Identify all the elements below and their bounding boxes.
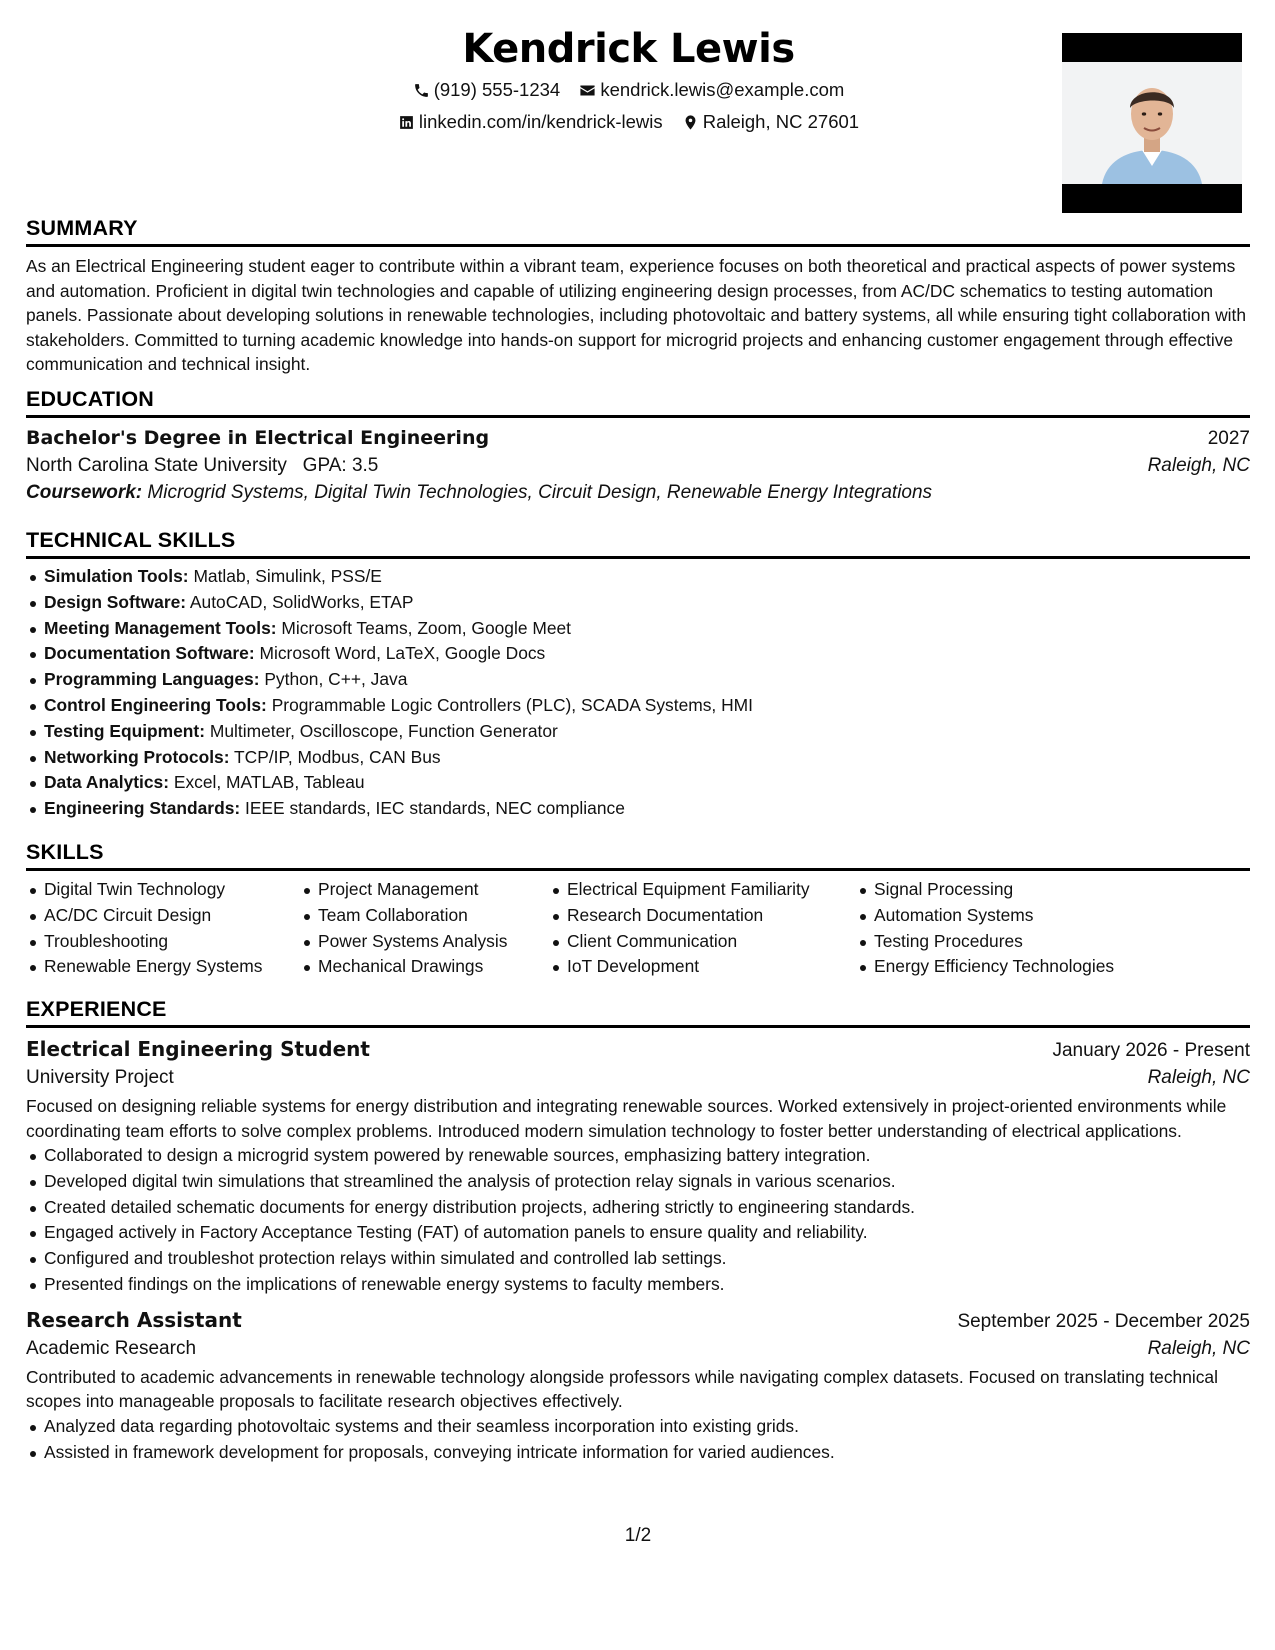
contact-line-1 [26, 79, 1231, 104]
technical-skills-section [26, 528, 1250, 822]
skills-section [26, 840, 1250, 980]
skills-column-2 [300, 877, 549, 980]
job-1-dates: January 2026 - Present [1052, 1040, 1250, 1061]
tech-skill-item: Meeting Management Tools: Microsoft Teams, Zoom, Google Meet [26, 616, 1250, 642]
skill-item: Renewable Energy Systems [26, 954, 300, 980]
tech-skill-item: Design Software: AutoCAD, SolidWorks, ETAP [26, 590, 1250, 616]
skill-item: Signal Processing [856, 877, 1156, 903]
job-entry-2 [26, 1308, 1250, 1466]
job-1-header [26, 1037, 1250, 1062]
location-contact [682, 111, 859, 133]
map-pin-icon [682, 114, 699, 131]
job-bullet: Engaged actively in Factory Acceptance Testing (FAT) of automation panels to ensure quality and reliability. [26, 1220, 1250, 1246]
coursework-list: Microgrid Systems, Digital Twin Technologies, Circuit Design, Renewable Energy Integrations [147, 482, 933, 503]
candidate-name: Kendrick Lewis [462, 26, 795, 72]
job-2-header [26, 1308, 1250, 1333]
skill-item: Troubleshooting [26, 929, 300, 955]
skills-column-3 [549, 877, 856, 980]
tech-skill-item: Programming Languages: Python, C++, Java [26, 667, 1250, 693]
profile-photo [1062, 33, 1242, 213]
school-name: North Carolina State University [26, 455, 287, 476]
tech-skill-item: Documentation Software: Microsoft Word, LaTeX, Google Docs [26, 641, 1250, 667]
tech-skill-item: Control Engineering Tools: Programmable Logic Controllers (PLC), SCADA Systems, HMI [26, 693, 1250, 719]
phone-icon [413, 82, 430, 99]
skill-item: Team Collaboration [300, 903, 549, 929]
tech-skill-item: Engineering Standards: IEEE standards, IEC standards, NEC compliance [26, 796, 1250, 822]
skill-item: Automation Systems [856, 903, 1156, 929]
job-entry-1 [26, 1037, 1250, 1298]
job-1-subheader [26, 1067, 1250, 1089]
email-contact[interactable] [579, 79, 844, 101]
experience-section [26, 997, 1250, 1465]
coursework-label: Coursework: [26, 482, 143, 503]
email-text: kendrick.lewis@example.com [600, 79, 845, 100]
summary-heading: SUMMARY [26, 216, 1250, 247]
skill-item: Power Systems Analysis [300, 929, 549, 955]
job-2-title: Research Assistant [26, 1307, 242, 1332]
job-bullet: Analyzed data regarding photovoltaic systems and their seamless incorporation into existing grids. [26, 1414, 1250, 1440]
skill-item: Digital Twin Technology [26, 877, 300, 903]
education-heading: EDUCATION [26, 387, 1250, 418]
job-2-location: Raleigh, NC [1147, 1337, 1250, 1359]
skills-column-4 [856, 877, 1156, 980]
envelope-icon [579, 82, 596, 99]
school-location: Raleigh, NC [1147, 455, 1250, 476]
job-2-dates: September 2025 - December 2025 [957, 1310, 1250, 1332]
job-2-subheader [26, 1338, 1250, 1360]
location-text: Raleigh, NC 27601 [702, 111, 860, 132]
job-1-summary: Focused on designing reliable systems for energy distribution and integrating renewable sources. Worked extensively in project-oriented environments while coordinating team efforts to solve complex problems. Introduced modern simulation technology to foster better understanding of electrical applications. [26, 1096, 1227, 1141]
skill-item: Client Communication [549, 929, 856, 955]
linkedin-contact[interactable] [398, 111, 663, 133]
tech-skill-item: Networking Protocols: TCP/IP, Modbus, CAN Bus [26, 745, 1250, 771]
linkedin-text: linkedin.com/in/kendrick-lewis [418, 111, 663, 132]
coursework-line [26, 482, 1250, 504]
skill-item: Research Documentation [549, 903, 856, 929]
job-2-summary: Contributed to academic advancements in renewable technology alongside professors while navigating complex datasets. Focused on translating technical scopes into manageable proposals to facilitate research objectives effectively. [26, 1366, 1218, 1412]
summary-section [26, 216, 1250, 377]
graduation-year: 2027 [1207, 428, 1250, 449]
gpa: GPA: 3.5 [302, 455, 379, 476]
portrait-avatar [1062, 62, 1242, 184]
summary-text: As an Electrical Engineering student eager to contribute within a vibrant team, experience focuses on both theoretical and practical aspects of power systems and automation. Proficient in digital twin technologies and capable of utilizing engineering design processes, from AC/DC schematics to testing automation panels. Passionate about developing solutions in renewable technologies, including photovoltaic and battery systems, all while ensuring tight collaboration with stakeholders. Committed to turning academic knowledge into hands-on support for microgrid projects and enhancing customer engagement through effective communication and technical insight. [26, 256, 1247, 374]
education-row-1 [26, 427, 1250, 450]
skills-heading: SKILLS [26, 840, 1250, 871]
page-number: 1/2 [624, 1525, 652, 1546]
experience-heading: EXPERIENCE [26, 997, 1250, 1028]
skill-item: Energy Efficiency Technologies [856, 954, 1156, 980]
resume-page [26, 0, 1250, 1650]
resume-header [26, 20, 1250, 220]
job-bullet: Collaborated to design a microgrid system powered by renewable sources, emphasizing battery integration. [26, 1143, 1250, 1169]
skill-item: Mechanical Drawings [300, 954, 549, 980]
skills-grid [26, 877, 1250, 980]
job-2-bullets [26, 1414, 1250, 1466]
technical-skills-heading: TECHNICAL SKILLS [26, 528, 1250, 559]
job-bullet: Assisted in framework development for proposals, conveying intricate information for varied audiences. [26, 1440, 1250, 1466]
skill-item: Project Management [300, 877, 549, 903]
linkedin-icon [398, 114, 415, 131]
degree-title: Bachelor's Degree in Electrical Engineering [26, 427, 490, 449]
education-row-2 [26, 455, 1250, 477]
job-1-title: Electrical Engineering Student [26, 1037, 370, 1061]
contact-line-2 [26, 111, 1231, 136]
tech-skill-item: Testing Equipment: Multimeter, Oscilloscope, Function Generator [26, 719, 1250, 745]
skill-item: IoT Development [549, 954, 856, 980]
job-2-org: Academic Research [26, 1337, 197, 1359]
job-bullet: Developed digital twin simulations that streamlined the analysis of protection relay signals in various scenarios. [26, 1169, 1250, 1195]
job-1-location: Raleigh, NC [1147, 1067, 1250, 1088]
school-line [26, 455, 378, 477]
tech-skill-item: Data Analytics: Excel, MATLAB, Tableau [26, 770, 1250, 796]
technical-skills-list [26, 564, 1250, 822]
job-1-bullets [26, 1143, 1250, 1298]
skills-column-1 [26, 877, 300, 980]
job-bullet: Created detailed schematic documents for energy distribution projects, adhering strictly to engineering standards. [26, 1195, 1250, 1221]
tech-skill-item: Simulation Tools: Matlab, Simulink, PSS/E [26, 564, 1250, 590]
job-bullet: Presented findings on the implications of renewable energy systems to faculty members. [26, 1272, 1250, 1298]
job-bullet: Configured and troubleshot protection relays within simulated and controlled lab settings. [26, 1246, 1250, 1272]
skill-item: AC/DC Circuit Design [26, 903, 300, 929]
skill-item: Testing Procedures [856, 929, 1156, 955]
phone-contact[interactable] [413, 79, 561, 101]
job-1-org: University Project [26, 1067, 174, 1088]
education-section [26, 387, 1250, 504]
skill-item: Electrical Equipment Familiarity [549, 877, 856, 903]
phone-text: (919) 555-1234 [433, 79, 561, 100]
